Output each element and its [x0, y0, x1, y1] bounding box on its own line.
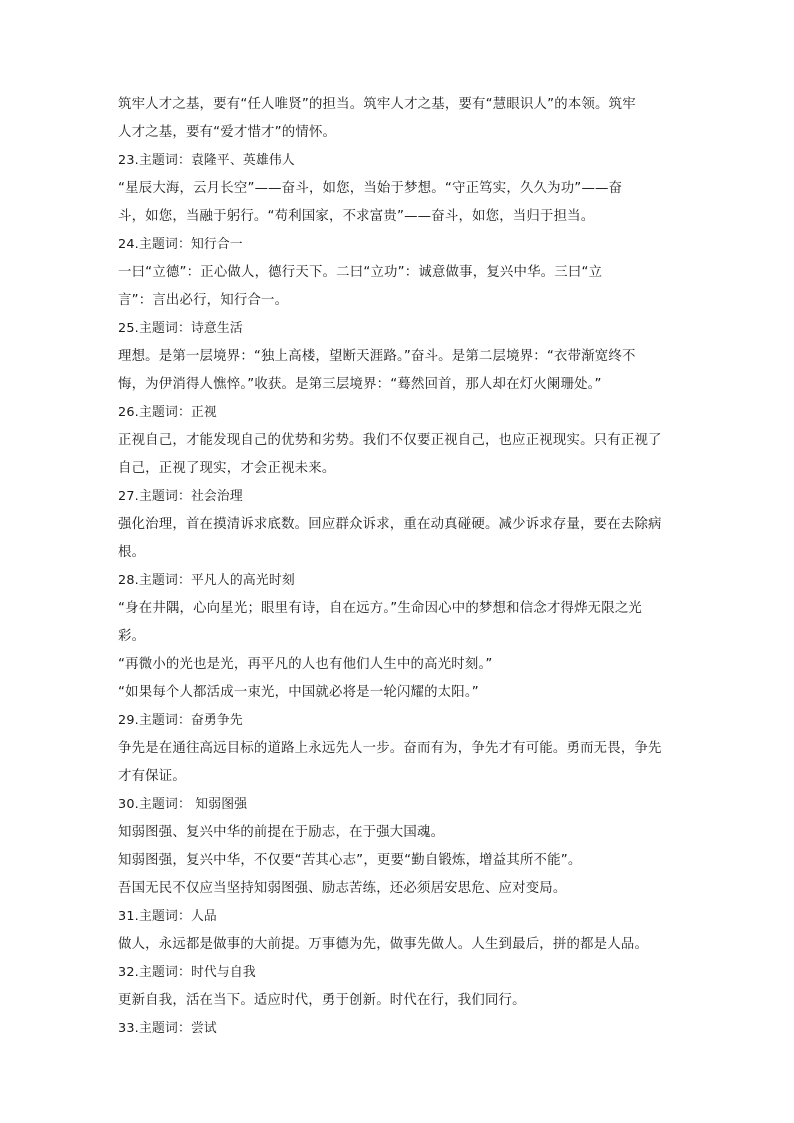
topic-heading: 33.主题词：尝试 [118, 1021, 217, 1036]
paragraph-line: 做人，永远都是做事的大前提。万事德为先，做事先做人。人生到最后，拼的都是人品。 [118, 937, 649, 952]
topic-heading: 24.主题词：知行合一 [118, 237, 243, 252]
topic-heading: 28.主题词：平凡人的高光时刻 [118, 573, 295, 588]
paragraph-line: 斗，如您，当融于躬行。“苟利国家，不求富贵”——奋斗，如您，当归于担当。 [118, 209, 595, 224]
topic-heading: 29.主题词：奋勇争先 [118, 713, 243, 728]
paragraph-line: 更新自我，活在当下。适应时代，勇于创新。时代在行，我们同行。 [118, 993, 526, 1008]
topic-heading: 30.主题词： 知弱图强 [118, 797, 248, 812]
topic-heading: 27.主题词：社会治理 [118, 489, 243, 504]
paragraph-line: 才有保证。 [118, 769, 186, 784]
paragraph-line: 彩。 [118, 629, 146, 644]
paragraph-line: 自己，正视了现实，才会正视未来。 [118, 461, 336, 476]
paragraph-line: 人才之基，要有“爱才惜才”的情怀。 [118, 125, 337, 140]
topic-heading: 26.主题词：正视 [118, 405, 217, 420]
paragraph-line: 言”：言出必行，知行合一。 [118, 293, 289, 308]
paragraph-line: 筑牢人才之基，要有“任人唯贤”的担当。筑牢人才之基，要有“慧眼识人”的本领。筑牢 [118, 97, 636, 112]
topic-heading: 32.主题词：时代与自我 [118, 965, 256, 980]
paragraph-line: “再微小的光也是光，再平凡的人也有他们人生中的高光时刻。” [118, 657, 493, 672]
paragraph-line: 知弱图强、复兴中华的前提在于励志，在于强大国魂。 [118, 825, 445, 840]
topic-heading: 31.主题词：人品 [118, 909, 217, 924]
paragraph-line: 知弱图强，复兴中华，不仅要“苦其心志”，更要“勤自锻炼，增益其所不能”。 [118, 853, 582, 868]
paragraph-line: “身在井隅，心向星光；眼里有诗，自在远方。”生命因心中的梦想和信念才得烨无限之光 [118, 601, 643, 616]
paragraph-line: 吾国无民不仅应当坚持知弱图强、励志苦练，还必须居安思危、应对变局。 [118, 881, 567, 896]
paragraph-line: 争先是在通往高远目标的道路上永远先人一步。奋而有为，争先才有可能。勇而无畏，争先 [118, 741, 662, 756]
paragraph-line: 理想。是第一层境界：“独上高楼，望断天涯路。”奋斗。是第二层境界：“衣带渐宽终不 [118, 349, 636, 364]
paragraph-line: 悔，为伊消得人憔悴。”收获。是第三层境界：“蓦然回首，那人却在灯火阑珊处。” [118, 377, 602, 392]
paragraph-line: “星辰大海，云月长空”——奋斗，如您，当始于梦想。“守正笃实，久久为功”——奋 [118, 181, 623, 196]
paragraph-line: 正视自己，才能发现自己的优势和劣势。我们不仅要正视自己，也应正视现实。只有正视了 [118, 433, 662, 448]
topic-heading: 25.主题词：诗意生活 [118, 321, 243, 336]
paragraph-line: “如果每个人都活成一束光，中国就必将是一轮闪耀的太阳。” [118, 685, 479, 700]
paragraph-line: 强化治理，首在摸清诉求底数。回应群众诉求，重在动真碰硬。减少诉求存量，要在去除病 [118, 517, 662, 532]
paragraph-line: 根。 [118, 545, 146, 560]
document-page [118, 91, 678, 1043]
topic-heading: 23.主题词：袁隆平、英雄伟人 [118, 153, 295, 168]
paragraph-line: 一曰“立德”：正心做人，德行天下。二曰“立功”：诚意做事，复兴中华。三曰“立 [118, 265, 603, 280]
